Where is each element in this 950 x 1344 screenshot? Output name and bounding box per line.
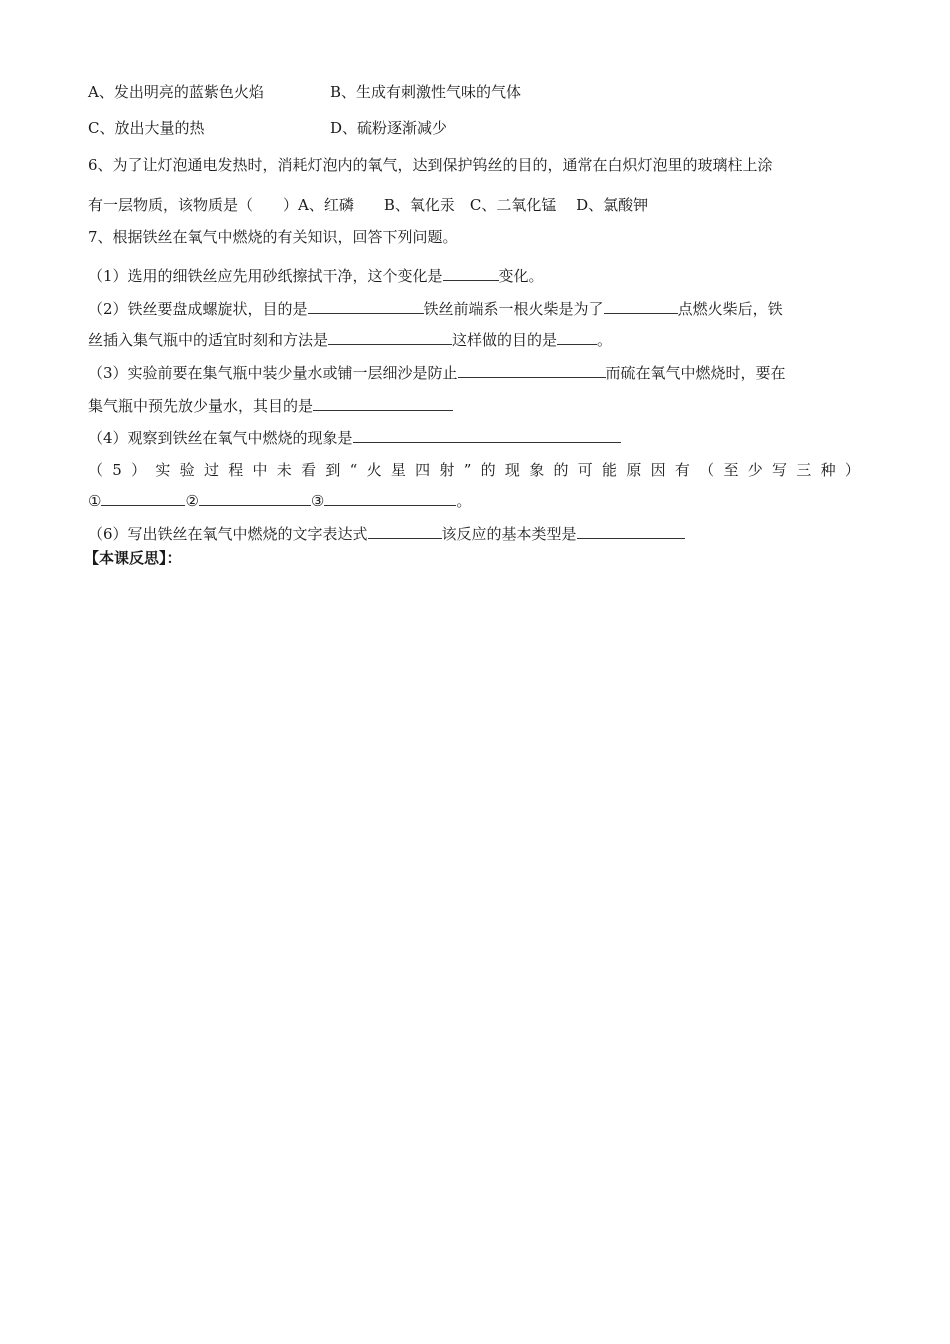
part5-char: 有 xyxy=(674,461,690,479)
part2-text-b: 铁丝前端系一根火柴是为了 xyxy=(423,300,604,318)
part5-end: 。 xyxy=(456,492,472,510)
part5-char: （ xyxy=(699,461,715,479)
part5-char: 火 xyxy=(366,461,382,479)
part3-text-b: 而硫在氧气中燃烧时，要在 xyxy=(605,364,786,382)
question-7-part5-line1 xyxy=(88,460,860,480)
circle-two: ② xyxy=(185,492,199,510)
part3-text-c: 集气瓶中预先放少量水，其目的是 xyxy=(88,397,314,415)
question-7-part5-line2 xyxy=(88,491,471,511)
part5-char: 三 xyxy=(796,461,812,479)
part5-char: （ xyxy=(88,461,104,479)
option-a: A、发出明亮的蓝紫色火焰 xyxy=(88,83,264,101)
part2-text-e: 这样做的目的是 xyxy=(452,331,558,349)
part5-char: “ xyxy=(349,461,358,479)
part5-char: 过 xyxy=(203,461,219,479)
answer-blank[interactable] xyxy=(604,299,678,314)
part5-char: 程 xyxy=(228,461,244,479)
part6-text-a: （6）写出铁丝在氧气中燃烧的文字表达式 xyxy=(88,525,368,543)
answer-blank[interactable] xyxy=(199,491,311,506)
answer-blank[interactable] xyxy=(458,363,606,378)
answer-blank[interactable] xyxy=(557,330,597,345)
part5-text xyxy=(88,460,860,480)
part5-char: 中 xyxy=(252,461,268,479)
question-7-part4 xyxy=(88,428,621,448)
circle-one: ① xyxy=(88,492,102,510)
part5-char: 未 xyxy=(276,461,292,479)
part1-tail: 变化。 xyxy=(498,267,544,285)
part4-text: （4）观察到铁丝在氧气中燃烧的现象是 xyxy=(88,429,353,447)
part3-text-a: （3）实验前要在集气瓶中装少量水或铺一层细沙是防止 xyxy=(88,364,458,382)
part2-text-d: 丝插入集气瓶中的适宜时刻和方法是 xyxy=(88,331,329,349)
part5-char: 验 xyxy=(179,461,195,479)
part5-char: 现 xyxy=(504,461,520,479)
part5-char: 的 xyxy=(553,461,569,479)
part5-char: 原 xyxy=(626,461,642,479)
part1-text: （1）选用的细铁丝应先用砂纸擦拭干净，这个变化是 xyxy=(88,267,443,285)
part5-char: 因 xyxy=(650,461,666,479)
part5-char: 到 xyxy=(325,461,341,479)
answer-blank[interactable] xyxy=(308,299,424,314)
question-7-part6 xyxy=(88,524,685,544)
part5-char: 看 xyxy=(301,461,317,479)
answer-blank[interactable] xyxy=(368,524,442,539)
part5-char: 实 xyxy=(155,461,171,479)
part5-char: 可 xyxy=(577,461,593,479)
answer-blank[interactable] xyxy=(101,491,185,506)
question-6-line1: 6、为了让灯泡通电发热时，消耗灯泡内的氧气，达到保护钨丝的目的，通常在白炽灯泡里的玻璃柱上涂 xyxy=(88,156,773,174)
part5-char: 5 xyxy=(112,461,122,479)
question-7-title: 7、根据铁丝在氧气中燃烧的有关知识，回答下列问题。 xyxy=(88,228,458,246)
answer-blank[interactable] xyxy=(324,491,456,506)
part5-char: 象 xyxy=(529,461,545,479)
answer-blank[interactable] xyxy=(443,266,499,281)
part5-char: 星 xyxy=(390,461,406,479)
answer-blank[interactable] xyxy=(313,396,453,411)
part5-char: ） xyxy=(844,461,860,479)
question-7-part1 xyxy=(88,266,544,286)
reflection-heading: 【本课反思】： xyxy=(84,549,182,567)
answer-blank[interactable] xyxy=(577,524,685,539)
part5-char: ” xyxy=(463,461,472,479)
question-7-part3-line2 xyxy=(88,396,453,416)
question-7-part3-line1 xyxy=(88,363,786,383)
part5-char: 射 xyxy=(439,461,455,479)
part5-char: 少 xyxy=(747,461,763,479)
part2-text-f: 。 xyxy=(597,331,613,349)
option-b: B、生成有刺激性气味的气体 xyxy=(330,83,522,101)
question-6-line2: 有一层物质，该物质是（ ）A、红磷 B、氧化汞 C、二氧化锰 D、氯酸钾 xyxy=(88,196,649,214)
part2-text-c: 点燃火柴后，铁 xyxy=(677,300,783,318)
part5-char: 的 xyxy=(480,461,496,479)
part2-text-a: （2）铁丝要盘成螺旋状，目的是 xyxy=(88,300,308,318)
option-d: D、硫粉逐渐减少 xyxy=(330,119,448,137)
part5-char: 能 xyxy=(602,461,618,479)
option-row-cd xyxy=(88,118,448,138)
answer-blank[interactable] xyxy=(328,330,452,345)
question-7-part2-line2 xyxy=(88,330,612,350)
circle-three: ③ xyxy=(310,492,325,510)
part5-char: 写 xyxy=(772,461,788,479)
part5-char: ） xyxy=(131,461,147,479)
answer-blank[interactable] xyxy=(353,428,621,443)
part5-char: 种 xyxy=(820,461,836,479)
part5-char: 至 xyxy=(723,461,739,479)
part6-text-b: 该反应的基本类型是 xyxy=(441,525,577,543)
question-7-part2-line1 xyxy=(88,299,783,319)
part5-char: 四 xyxy=(415,461,431,479)
option-c: C、放出大量的热 xyxy=(88,119,205,137)
option-row-ab xyxy=(88,82,522,102)
